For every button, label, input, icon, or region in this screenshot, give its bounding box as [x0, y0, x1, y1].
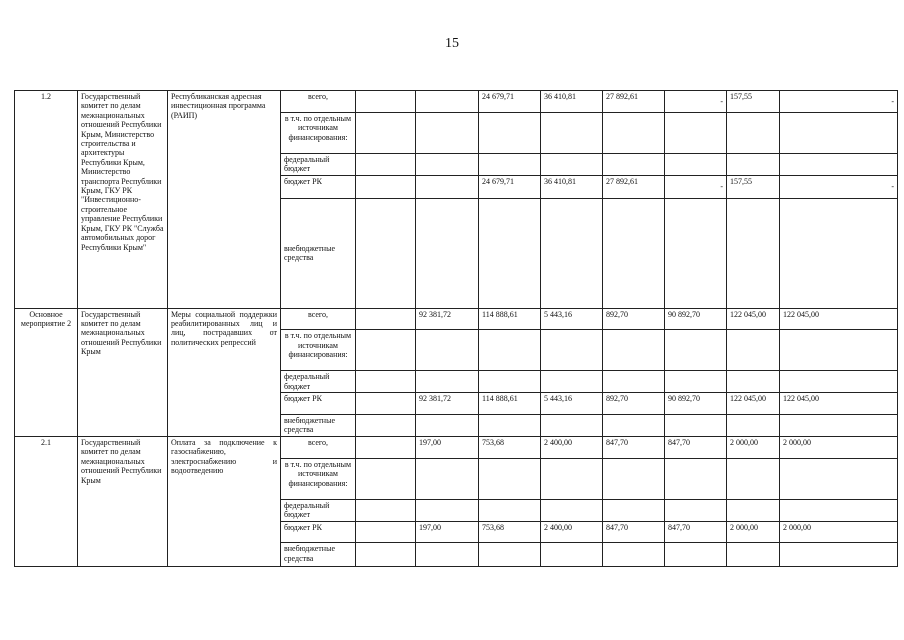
value-cell: 2 000,00: [727, 521, 780, 543]
value-cell: [727, 415, 780, 437]
value-cell: [665, 415, 727, 437]
value-cell: 157,55: [727, 175, 780, 198]
value-cell: 847,70: [603, 521, 665, 543]
value-cell: [479, 112, 541, 153]
table-row: [15, 308, 898, 330]
value-cell: [541, 499, 603, 521]
value-cell: [727, 371, 780, 393]
value-cell: [603, 371, 665, 393]
table-row: [15, 436, 898, 458]
spacer-cell: [356, 521, 416, 543]
budget-table: [14, 90, 898, 567]
value-cell: [416, 415, 479, 437]
source-federal: федеральный бюджет: [281, 371, 356, 393]
value-cell: [780, 415, 898, 437]
value-cell: [541, 415, 603, 437]
source-federal: федеральный бюджет: [281, 499, 356, 521]
value-cell: 753,68: [479, 436, 541, 458]
value-cell: [665, 198, 727, 308]
value-cell: 92 381,72: [416, 308, 479, 330]
value-cell: [479, 543, 541, 567]
value-cell: [416, 458, 479, 499]
value-cell: [665, 112, 727, 153]
value-dash: [780, 175, 898, 198]
value-cell: [727, 458, 780, 499]
value-cell: [416, 371, 479, 393]
value-cell: 90 892,70: [665, 308, 727, 330]
source-offbudget: внебюджетные средства: [281, 543, 356, 567]
value-cell: 92 381,72: [416, 393, 479, 415]
value-cell: [479, 458, 541, 499]
source-federal: федеральный бюджет: [281, 153, 356, 175]
spacer-cell: [356, 458, 416, 499]
value-cell: [665, 458, 727, 499]
spacer-cell: [356, 415, 416, 437]
value-cell: [416, 543, 479, 567]
value-cell: [541, 198, 603, 308]
executor-cell: Государственный комитет по делам межнациональных отношений Республики Крым, Министерство строительства и архитектуры Республики Крым, Министерство транспорта Республики Крым, ГКУ РК "Инвестиционно-строительное управление Республики Крым, ГКУ РК "Служба автомобильных дорог Республики Крым": [78, 91, 168, 309]
source-rk: бюджет РК: [281, 521, 356, 543]
value-cell: [479, 415, 541, 437]
source-offbudget: внебюджетные средства: [281, 198, 356, 308]
dash-mark: -: [891, 181, 894, 191]
event-number-cell: 1.2: [15, 91, 78, 309]
value-dash: [665, 175, 727, 198]
value-cell: [780, 198, 898, 308]
value-cell: [780, 330, 898, 371]
budget-table-body: [15, 91, 898, 567]
value-cell: [727, 112, 780, 153]
value-cell: 122 045,00: [727, 308, 780, 330]
dash-mark: -: [891, 97, 894, 106]
program-cell: Меры социальной поддержки реабилитированных лиц и лиц, пострадавших от политических репрессий: [168, 308, 281, 436]
spacer-cell: [356, 330, 416, 371]
value-cell: [780, 543, 898, 567]
source-total: всего,: [281, 308, 356, 330]
value-cell: [727, 499, 780, 521]
value-cell: 36 410,81: [541, 175, 603, 198]
value-cell: [603, 543, 665, 567]
source-rk: бюджет РК: [281, 175, 356, 198]
value-cell: 892,70: [603, 308, 665, 330]
value-cell: [541, 458, 603, 499]
event-number-cell: 2.1: [15, 436, 78, 566]
executor-cell: Государственный комитет по делам межнациональных отношений Республики Крым: [78, 436, 168, 566]
value-cell: 122 045,00: [780, 308, 898, 330]
value-cell: 2 400,00: [541, 436, 603, 458]
value-cell: 157,55: [727, 91, 780, 113]
source-breakdown: в т.ч. по отдельным источникам финансирования:: [281, 112, 356, 153]
program-cell: Оплата за подключение к газоснабжению, электроснабжению и водоотведению: [168, 436, 281, 566]
value-cell: [416, 198, 479, 308]
value-cell: [479, 198, 541, 308]
value-cell: [416, 112, 479, 153]
value-cell: 27 892,61: [603, 175, 665, 198]
value-cell: [603, 112, 665, 153]
value-cell: [541, 543, 603, 567]
value-cell: 122 045,00: [780, 393, 898, 415]
value-cell: [780, 371, 898, 393]
spacer-cell: [356, 308, 416, 330]
value-cell: [780, 153, 898, 175]
value-cell: [603, 415, 665, 437]
page-number: 15: [445, 36, 459, 51]
value-cell: [416, 153, 479, 175]
dash-mark: -: [720, 97, 723, 106]
source-breakdown: в т.ч. по отдельным источникам финансирования:: [281, 458, 356, 499]
value-cell: [727, 153, 780, 175]
value-cell: 2 000,00: [727, 436, 780, 458]
value-cell: 114 888,61: [479, 308, 541, 330]
value-cell: 90 892,70: [665, 393, 727, 415]
value-cell: [727, 543, 780, 567]
value-cell: [541, 330, 603, 371]
value-cell: [479, 153, 541, 175]
value-cell: 2 400,00: [541, 521, 603, 543]
value-dash: [780, 91, 898, 113]
dash-mark: -: [720, 181, 723, 191]
value-cell: 24 679,71: [479, 175, 541, 198]
value-dash: [665, 91, 727, 113]
value-cell: [479, 330, 541, 371]
value-cell: [665, 330, 727, 371]
value-cell: [541, 371, 603, 393]
value-cell: 753,68: [479, 521, 541, 543]
value-cell: 197,00: [416, 521, 479, 543]
value-cell: [416, 175, 479, 198]
value-cell: 5 443,16: [541, 308, 603, 330]
spacer-cell: [356, 543, 416, 567]
value-cell: 847,70: [603, 436, 665, 458]
spacer-cell: [356, 112, 416, 153]
value-cell: [603, 458, 665, 499]
spacer-cell: [356, 198, 416, 308]
value-cell: [603, 153, 665, 175]
value-cell: 27 892,61: [603, 91, 665, 113]
value-cell: 114 888,61: [479, 393, 541, 415]
value-cell: 122 045,00: [727, 393, 780, 415]
value-cell: 847,70: [665, 436, 727, 458]
source-total: всего,: [281, 91, 356, 113]
value-cell: [665, 153, 727, 175]
value-cell: [416, 91, 479, 113]
value-cell: 847,70: [665, 521, 727, 543]
spacer-cell: [356, 91, 416, 113]
value-cell: [416, 499, 479, 521]
value-cell: [665, 371, 727, 393]
value-cell: [727, 198, 780, 308]
value-cell: [603, 198, 665, 308]
value-cell: [665, 499, 727, 521]
source-total: всего,: [281, 436, 356, 458]
spacer-cell: [356, 371, 416, 393]
value-cell: [416, 330, 479, 371]
value-cell: 36 410,81: [541, 91, 603, 113]
value-cell: 24 679,71: [479, 91, 541, 113]
value-cell: [603, 499, 665, 521]
source-rk: бюджет РК: [281, 393, 356, 415]
value-cell: [541, 153, 603, 175]
spacer-cell: [356, 436, 416, 458]
executor-cell: Государственный комитет по делам межнациональных отношений Республики Крым: [78, 308, 168, 436]
value-cell: [603, 330, 665, 371]
value-cell: [665, 543, 727, 567]
value-cell: [479, 371, 541, 393]
value-cell: 2 000,00: [780, 436, 898, 458]
value-cell: 197,00: [416, 436, 479, 458]
event-number-cell: Основное мероприятие 2: [15, 308, 78, 436]
value-cell: [780, 499, 898, 521]
value-cell: 892,70: [603, 393, 665, 415]
source-offbudget: внебюджетные средства: [281, 415, 356, 437]
spacer-cell: [356, 393, 416, 415]
table-row: [15, 91, 898, 113]
value-cell: [541, 112, 603, 153]
value-cell: 2 000,00: [780, 521, 898, 543]
spacer-cell: [356, 175, 416, 198]
value-cell: [780, 458, 898, 499]
spacer-cell: [356, 499, 416, 521]
value-cell: [727, 330, 780, 371]
program-cell: Республиканская адресная инвестиционная программа (РАИП): [168, 91, 281, 309]
value-cell: [479, 499, 541, 521]
spacer-cell: [356, 153, 416, 175]
value-cell: 5 443,16: [541, 393, 603, 415]
value-cell: [780, 112, 898, 153]
source-breakdown: в т.ч. по отдельным источникам финансирования:: [281, 330, 356, 371]
